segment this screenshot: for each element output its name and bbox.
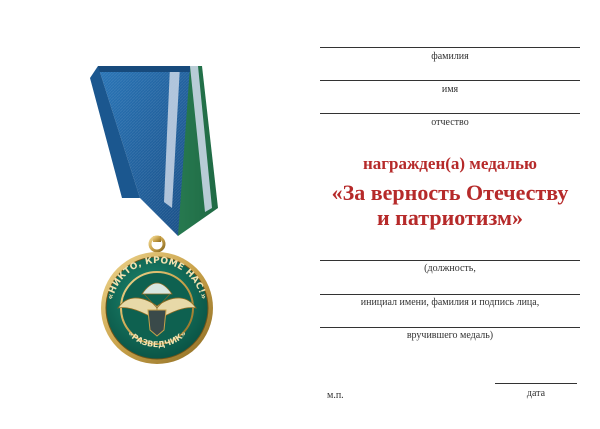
patronymic-label: отчество — [431, 117, 469, 128]
position-line — [320, 260, 580, 261]
name-label: имя — [441, 84, 459, 95]
name-line — [320, 80, 580, 81]
presenter-line — [320, 327, 580, 328]
presented-label: вручившего медаль) — [406, 330, 494, 341]
initials-line — [320, 294, 580, 295]
date-line — [495, 383, 577, 384]
awarded-line: награжден(а) медалью — [363, 154, 537, 173]
medal-title-line1: «За верность Отечеству — [331, 180, 569, 205]
svg-text:«НИКТО, КРОМЕ НАС!» — [106, 256, 208, 301]
medal-top-text: «НИКТО, КРОМЕ НАС!» — [105, 255, 209, 301]
svg-text:«РАЗВЕДЧИК» — [126, 329, 188, 349]
date-label: дата — [526, 388, 546, 399]
surname-label: фамилия — [431, 51, 469, 62]
medal-text-layer — [60, 58, 235, 388]
form-panel — [300, 0, 600, 429]
seal-label: м.п. — [327, 390, 344, 401]
position-label: (должность, — [424, 263, 476, 274]
medal-title-line2: и патриотизм» — [377, 205, 523, 230]
surname-line — [320, 47, 580, 48]
initials-label: инициал имени, фамилия и подпись лица, — [360, 297, 540, 308]
medal-bottom-text: «РАЗВЕДЧИК» — [125, 329, 189, 350]
patronymic-line — [320, 113, 580, 114]
